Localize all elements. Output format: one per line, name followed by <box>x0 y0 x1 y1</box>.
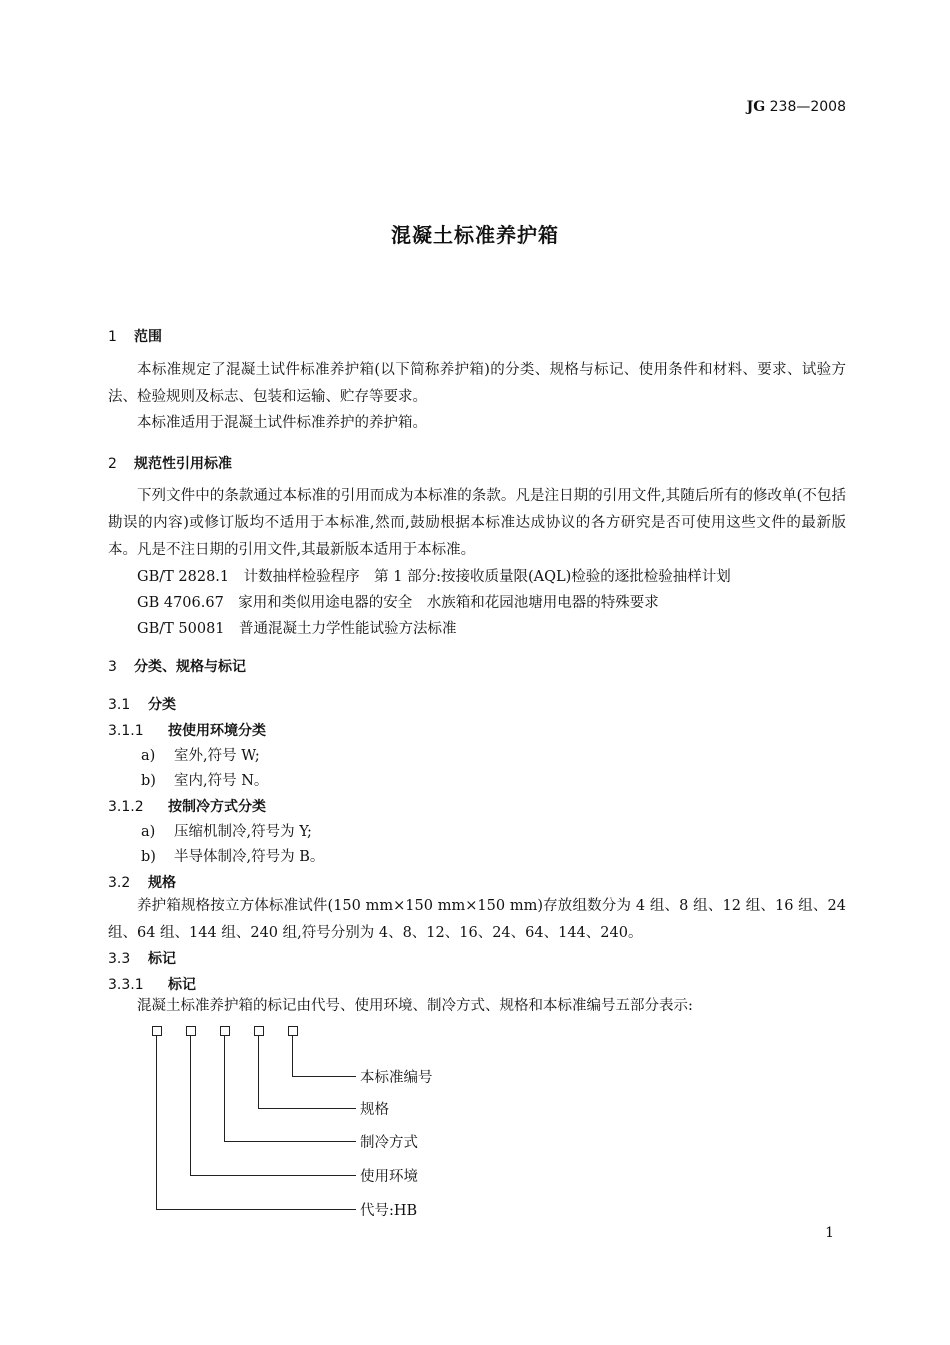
diagram-label: 规格 <box>360 1102 389 1118</box>
section-title: 标记 <box>148 951 176 967</box>
list-text: 压缩机制冷,符号为 Y; <box>174 824 312 840</box>
code-number: 238—2008 <box>765 99 846 115</box>
placeholder-box <box>220 1026 230 1036</box>
leader-line <box>292 1036 293 1077</box>
section-1-paragraph-2: 本标准适用于混凝土试件标准养护的养护箱。 <box>137 415 427 431</box>
section-title: 标记 <box>168 977 196 993</box>
page-number: 1 <box>825 1225 834 1241</box>
placeholder-box <box>288 1026 298 1036</box>
document-code <box>747 99 846 115</box>
section-1-heading <box>108 326 162 346</box>
section-title: 范围 <box>134 329 162 345</box>
list-text: 半导体制冷,符号为 B。 <box>174 849 325 865</box>
section-title: 按使用环境分类 <box>168 723 266 739</box>
section-2-paragraph: 下列文件中的条款通过本标准的引用而成为本标准的条款。凡是注日期的引用文件,其随后所有的修改单(不包括勘误的内容)或修订版均不适用于本标准,然而,鼓励根据本标准达成协议的各方研究是否可使用这些文件的最新版本。凡是不注日期的引用文件,其最新版本适用于本标准。 <box>108 488 846 558</box>
list-text: 室外,符号 W; <box>174 748 260 764</box>
subsection-3-3-1-heading <box>108 974 196 994</box>
section-2-heading <box>108 453 232 473</box>
section-3-2-paragraph: 养护箱规格按立方体标准试件(150 mm×150 mm×150 mm)存放组数分为 4 组、8 组、12 组、16 组、24 组、64 组、144 组、240 组,符号分别为 4、8、12、16、24、64、144、240。 <box>108 898 846 941</box>
section-number: 2 <box>108 456 117 472</box>
leader-line <box>190 1175 356 1176</box>
section-number: 3 <box>108 659 117 675</box>
subsection-3-1-heading <box>108 694 176 714</box>
section-title: 规格 <box>148 875 176 891</box>
diagram-label: 代号:HB <box>360 1203 418 1219</box>
subsection-3-3-heading <box>108 948 176 968</box>
subsection-3-2-heading <box>108 872 176 892</box>
leader-line <box>224 1036 225 1142</box>
placeholder-box <box>152 1026 162 1036</box>
section-number: 3.2 <box>108 875 131 891</box>
code-prefix: JG <box>746 99 766 115</box>
section-number: 1 <box>108 329 117 345</box>
list-item <box>141 845 324 866</box>
list-marker: a) <box>141 824 156 840</box>
leader-line <box>224 1141 356 1142</box>
section-number: 3.3.1 <box>108 977 144 993</box>
section-title: 分类 <box>148 697 176 713</box>
placeholder-box <box>254 1026 264 1036</box>
section-number: 3.1.1 <box>108 723 144 739</box>
diagram-label: 使用环境 <box>360 1169 418 1185</box>
leader-line <box>190 1036 191 1176</box>
reference-item: GB 4706.67 家用和类似用途电器的安全 水族箱和花园池塘用电器的特殊要求 <box>137 595 659 611</box>
leader-line <box>258 1036 259 1109</box>
section-number: 3.1.2 <box>108 799 144 815</box>
page-title: 混凝土标准养护箱 <box>391 223 559 247</box>
section-1-paragraph-1: 本标准规定了混凝土试件标准养护箱(以下简称养护箱)的分类、规格与标记、使用条件和材料、要求、试验方法、检验规则及标志、包装和运输、贮存等要求。 <box>108 362 846 405</box>
subsection-3-1-2-heading <box>108 796 266 816</box>
list-marker: a) <box>141 748 156 764</box>
list-marker: b) <box>141 773 156 789</box>
section-number: 3.1 <box>108 697 131 713</box>
leader-line <box>156 1209 356 1210</box>
section-title: 按制冷方式分类 <box>168 799 266 815</box>
section-title: 分类、规格与标记 <box>134 659 246 675</box>
list-item <box>141 769 268 790</box>
diagram-label: 制冷方式 <box>360 1135 418 1151</box>
placeholder-box <box>186 1026 196 1036</box>
list-item <box>141 820 312 841</box>
section-number: 3.3 <box>108 951 131 967</box>
leader-line <box>258 1108 356 1109</box>
leader-line <box>156 1036 157 1210</box>
reference-item: GB/T 50081 普通混凝土力学性能试验方法标准 <box>137 621 457 637</box>
diagram-label: 本标准编号 <box>360 1070 433 1086</box>
subsection-3-1-1-heading <box>108 720 266 740</box>
list-item <box>141 744 260 765</box>
section-3-3-1-paragraph: 混凝土标准养护箱的标记由代号、使用环境、制冷方式、规格和本标准编号五部分表示: <box>137 998 693 1014</box>
reference-item: GB/T 2828.1 计数抽样检验程序 第 1 部分:按接收质量限(AQL)检验的逐批检验抽样计划 <box>137 569 731 585</box>
section-3-heading <box>108 656 246 676</box>
list-marker: b) <box>141 849 156 865</box>
leader-line <box>292 1076 356 1077</box>
section-title: 规范性引用标准 <box>134 456 232 472</box>
list-text: 室内,符号 N。 <box>174 773 269 789</box>
